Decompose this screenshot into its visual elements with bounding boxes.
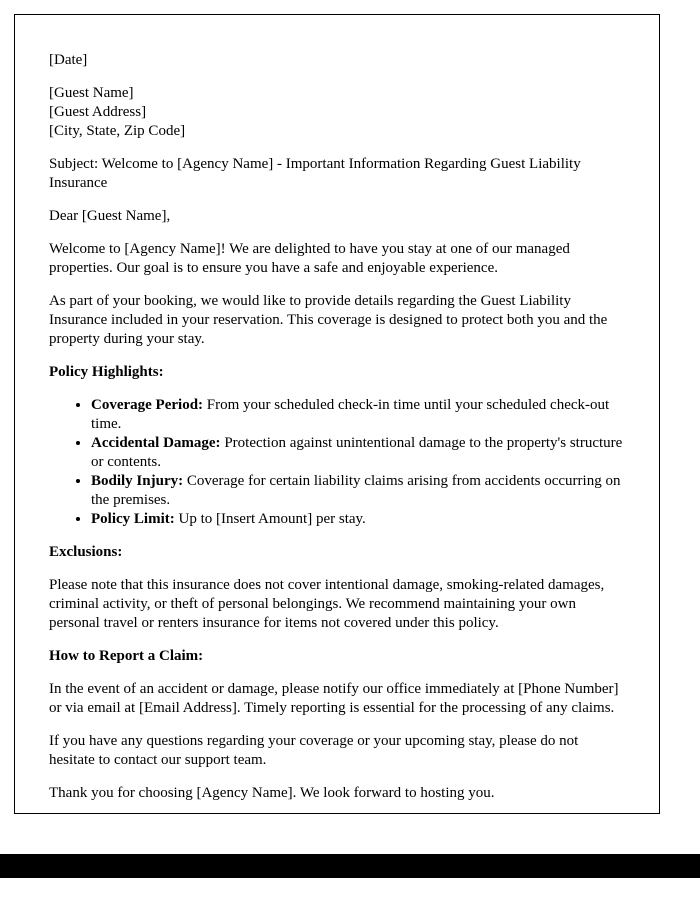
- questions-paragraph: If you have any questions regarding your coverage or your upcoming stay, please do not hesitate to contact our support team.: [49, 733, 579, 768]
- policy-limit-text: Up to [Insert Amount] per stay.: [178, 511, 366, 527]
- bodily-injury-text: Coverage for certain liability claims arising from accidents occurring on the premises.: [91, 473, 621, 508]
- intro-paragraph: Welcome to [Agency Name]! We are delighted to have you stay at one of our managed properties. Our goal is to ensure you have a safe and enjoyable experience.: [49, 241, 570, 276]
- coverage-period-item: [91, 396, 625, 434]
- guest-name-line: [Guest Name]: [49, 85, 134, 101]
- coverage-period-label: Coverage Period:: [91, 397, 204, 413]
- exclusions-paragraph: Please note that this insurance does not cover intentional damage, smoking-related damages, criminal activity, or theft of personal belongings. We recommend maintaining your own personal travel or renters insurance for items not covered under this policy.: [49, 577, 605, 631]
- policy-limit-item: [91, 510, 625, 529]
- policy-bullet-list: [49, 396, 625, 529]
- date-line: [Date]: [49, 52, 88, 68]
- bodily-injury-label: Bodily Injury:: [91, 473, 184, 489]
- accidental-damage-text: Protection against unintentional damage to the property's structure or contents.: [91, 435, 623, 470]
- coverage-period-text: From your scheduled check-in time until your scheduled check-out time.: [91, 397, 610, 432]
- closing-paragraph: Thank you for choosing [Agency Name]. We look forward to hosting you.: [49, 785, 495, 801]
- salutation: Dear [Guest Name],: [49, 208, 171, 224]
- city-state-zip-line: [City, State, Zip Code]: [49, 123, 186, 139]
- accidental-damage-label: Accidental Damage:: [91, 435, 221, 451]
- bottom-bar: [0, 854, 700, 878]
- policy-limit-label: Policy Limit:: [91, 511, 175, 527]
- letter-page: [14, 14, 660, 814]
- exclusions-heading: Exclusions:: [49, 544, 123, 560]
- guest-address-line: [Guest Address]: [49, 104, 147, 120]
- guest-address-block: [49, 84, 625, 141]
- insurance-paragraph: As part of your booking, we would like to provide details regarding the Guest Liability Insurance included in your reservation. This coverage is designed to protect both you and the property during your stay.: [49, 293, 608, 347]
- policy-highlights-heading: Policy Highlights:: [49, 364, 164, 380]
- accidental-damage-item: [91, 434, 625, 472]
- claim-paragraph: In the event of an accident or damage, please notify our office immediately at [Phone Number] or via email at [Email Address]. Timely reporting is essential for the processing of any claims.: [49, 681, 619, 716]
- subject-line: Subject: Welcome to [Agency Name] - Important Information Regarding Guest Liability Insurance: [49, 156, 581, 191]
- bodily-injury-item: [91, 472, 625, 510]
- claim-heading: How to Report a Claim:: [49, 648, 204, 664]
